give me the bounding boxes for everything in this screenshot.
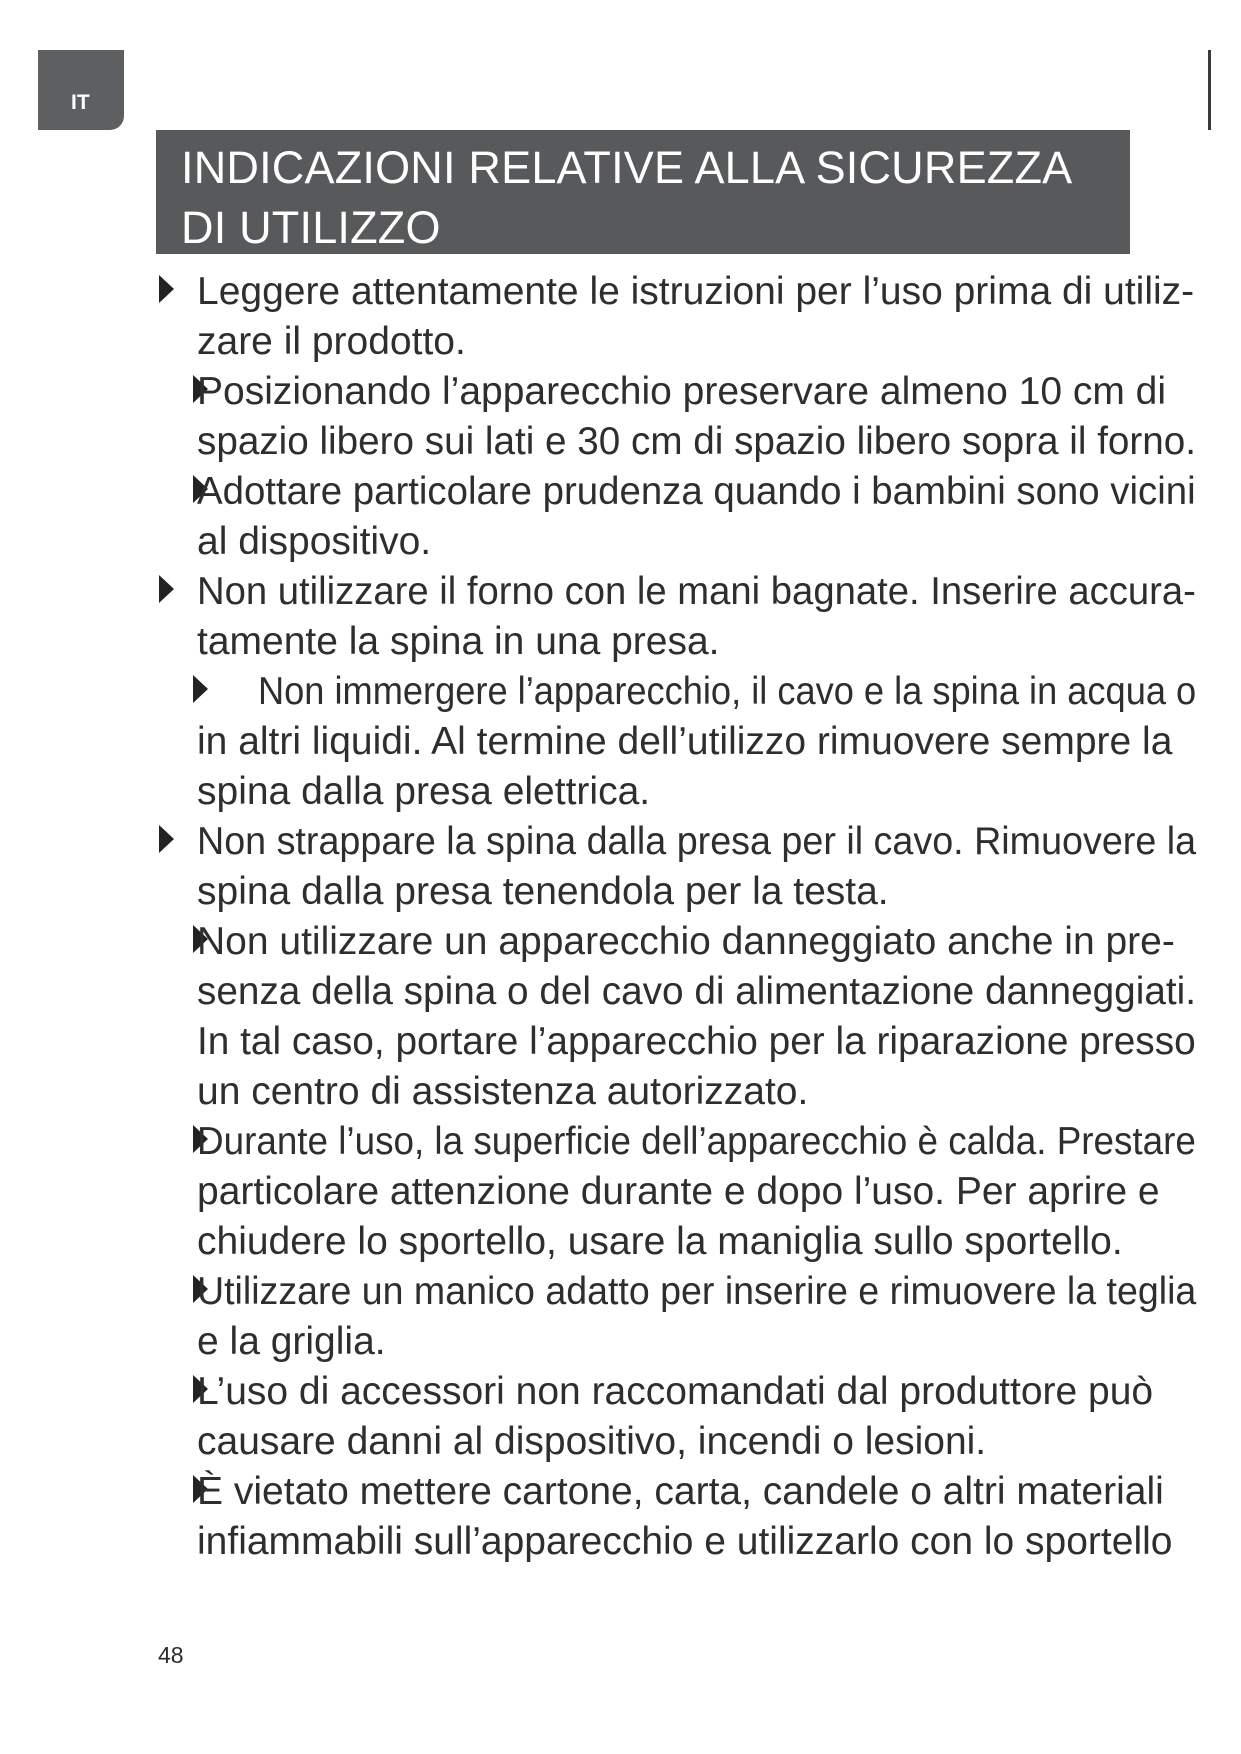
text-line: spina dalla presa elettrica.	[197, 770, 651, 813]
text-line: spina dalla presa tenendola per la testa.	[197, 870, 889, 913]
text-line: Non strappare la spina dalla presa per il cavo. Rimuovere la	[197, 820, 1197, 863]
text-line: particolare attenzione durante e dopo l’uso. Per aprire e	[197, 1170, 1160, 1213]
text-line: senza della spina o del cavo di alimentazione danneggiati.	[197, 970, 1196, 1013]
text-line: È vietato mettere cartone, carta, candele o altri materiali	[197, 1470, 1164, 1513]
bullet-icon	[159, 825, 174, 853]
section-title-box	[156, 130, 1130, 254]
text-line: Non utilizzare il forno con le mani bagnate. Inserire accura-	[197, 570, 1196, 613]
text-line: Non immergere l’apparecchio, il cavo e la spina in acqua o	[258, 670, 1197, 713]
bullet-icon	[193, 675, 208, 703]
text-line: un centro di assistenza autorizzato.	[197, 1070, 809, 1113]
text-line: L’uso di accessori non raccomandati dal produttore può	[197, 1370, 1154, 1413]
text-line: Leggere attentamente le istruzioni per l’uso prima di utiliz-	[197, 270, 1195, 313]
text-line: in altri liquidi. Al termine dell’utilizzo rimuovere sempre la	[197, 720, 1173, 763]
text-line: al dispositivo.	[197, 520, 432, 563]
text-line: spazio libero sui lati e 30 cm di spazio libero sopra il forno.	[197, 420, 1197, 463]
page-number: 48	[158, 1642, 184, 1668]
text-line: Durante l’uso, la superficie dell’apparecchio è calda. Prestare	[197, 1120, 1196, 1163]
section-title-line-1: INDICAZIONI RELATIVE ALLA SICUREZZA	[181, 142, 1073, 193]
text-line: e la griglia.	[197, 1320, 386, 1363]
bullet-icon	[159, 575, 174, 603]
text-line: causare danni al dispositivo, incendi o lesioni.	[197, 1420, 987, 1463]
text-line: tamente la spina in una presa.	[197, 620, 720, 663]
section-title-line-2: DI UTILIZZO	[181, 202, 441, 253]
text-line: Posizionando l’apparecchio preservare almeno 10 cm di	[197, 370, 1167, 413]
text-line: infiammabili sull’apparecchio e utilizzarlo con lo sportello	[197, 1520, 1173, 1563]
text-line: Adottare particolare prudenza quando i bambini sono vicini	[197, 470, 1196, 513]
text-line: zare il prodotto.	[197, 320, 466, 363]
text-line: chiudere lo sportello, usare la maniglia sullo sportello.	[197, 1220, 1123, 1263]
bullet-icon	[159, 275, 174, 303]
text-line: Non utilizzare un apparecchio danneggiato anche in pre-	[197, 920, 1175, 963]
margin-rule	[1208, 50, 1211, 130]
text-line: In tal caso, portare l’apparecchio per la riparazione presso	[197, 1020, 1196, 1063]
language-tab: IT	[38, 50, 124, 130]
text-line: Utilizzare un manico adatto per inserire e rimuovere la teglia	[197, 1270, 1197, 1313]
